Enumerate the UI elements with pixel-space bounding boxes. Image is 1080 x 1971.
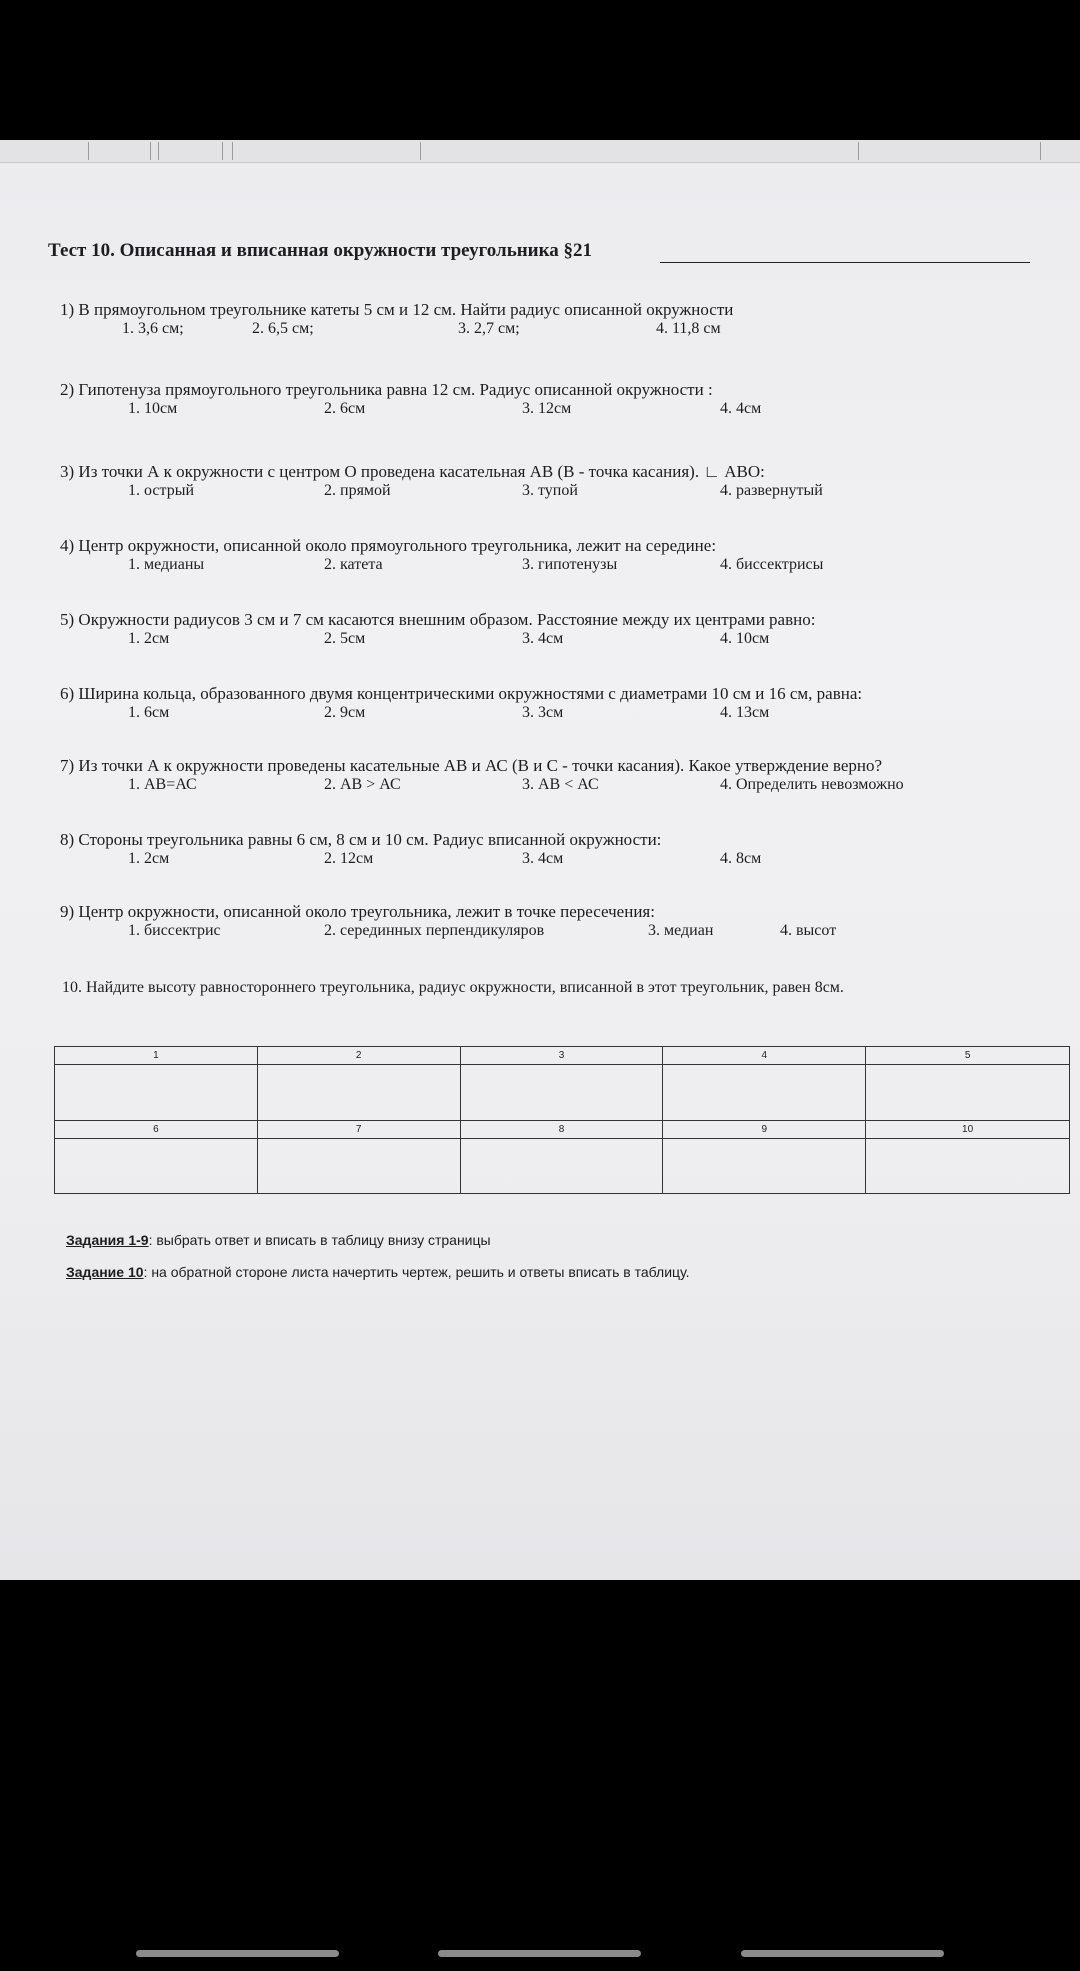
- answer-option: 1. 2см: [128, 850, 170, 867]
- question-text: 4) Центр окружности, описанной около прямоугольного треугольника, лежит на середине:: [60, 536, 717, 555]
- answer-option: 3. 4см: [522, 850, 564, 867]
- answer-option: 3. тупой: [522, 482, 578, 499]
- nav-bar-left[interactable]: [136, 1950, 339, 1957]
- answer-option: 3. гипотенузы: [522, 556, 618, 573]
- nav-bar-center[interactable]: [438, 1950, 641, 1957]
- question-1: [60, 300, 1060, 340]
- answer-option: 4. биссектрисы: [720, 556, 824, 573]
- answer-option: 4. 4см: [720, 400, 762, 417]
- answer-cell[interactable]: [866, 1139, 1069, 1193]
- instruction-label: Задания 1-9: [66, 1232, 149, 1248]
- answer-option: 1. медианы: [128, 556, 205, 573]
- answer-option: 3. 2,7 см;: [458, 320, 520, 337]
- instruction-text: : на обратной стороне листа начертить чертеж, решить и ответы вписать в таблицу.: [143, 1264, 690, 1280]
- question-text: 2) Гипотенуза прямоугольного треугольника равна 12 см. Радиус описанной окружности :: [60, 380, 713, 399]
- answer-option: 1. острый: [128, 482, 194, 499]
- answer-option: 1. 3,6 см;: [122, 320, 184, 337]
- question-text: 9) Центр окружности, описанной около треугольника, лежит в точке пересечения:: [60, 902, 655, 921]
- question-text: 5) Окружности радиусов 3 см и 7 см касаются внешним образом. Расстояние между их центрами равно:: [60, 610, 816, 629]
- question-text: 8) Стороны треугольника равны 6 см, 8 см и 10 см. Радиус вписанной окружности:: [60, 830, 662, 849]
- instruction-10: [66, 1264, 690, 1280]
- answer-option: 2. 12см: [324, 850, 374, 867]
- answer-option: 4. 10см: [720, 630, 770, 647]
- answer-option: 1. 10см: [128, 400, 178, 417]
- name-blank-line: [660, 262, 1030, 263]
- question-text: 7) Из точки А к окружности проведены касательные АВ и АС (В и С - точки касания). Какое утверждение верно?: [60, 756, 883, 775]
- question-text: 3) Из точки А к окружности с центром О проведена касательная АВ (В - точка касания). ∟ АВО:: [60, 462, 765, 481]
- answer-table-header: 7: [258, 1121, 461, 1139]
- answer-option: 2. 6,5 см;: [252, 320, 314, 337]
- answer-option: 1. 6см: [128, 704, 170, 721]
- question-6: [60, 684, 1060, 724]
- answer-table-header: 2: [258, 1047, 461, 1065]
- answer-option: 3. 12см: [522, 400, 572, 417]
- question-10: 10. Найдите высоту равностороннего треугольника, радиус окружности, вписанной в этот треугольник, равен 8см.: [62, 979, 844, 996]
- paper-top-strip: [0, 140, 1080, 163]
- answer-option: 4. 8см: [720, 850, 762, 867]
- question-text: 1) В прямоугольном треугольнике катеты 5 см и 12 см. Найти радиус описанной окружности: [60, 300, 734, 319]
- answer-cell[interactable]: [866, 1065, 1069, 1121]
- answer-table: [54, 1046, 1070, 1194]
- question-4: [60, 536, 1060, 576]
- instruction-1-9: [66, 1232, 491, 1248]
- test-title-row: [48, 240, 1038, 270]
- test-title: Тест 10. Описанная и вписанная окружности треугольника §21: [48, 240, 593, 261]
- answer-cell[interactable]: [663, 1065, 866, 1121]
- answer-option: 1. 2см: [128, 630, 170, 647]
- answer-option: 2. 6см: [324, 400, 366, 417]
- answer-option: 4. высот: [780, 922, 837, 939]
- question-8: [60, 830, 1060, 870]
- answer-cell[interactable]: [258, 1065, 461, 1121]
- answer-option: 3. медиан: [648, 922, 714, 939]
- answer-cell[interactable]: [55, 1139, 258, 1193]
- answer-option: 4. развернутый: [720, 482, 823, 499]
- answer-option: 1. биссектрис: [128, 922, 221, 939]
- question-2: [60, 380, 1060, 420]
- question-5: [60, 610, 1060, 650]
- answer-table-header: 6: [55, 1121, 258, 1139]
- answer-option: 3. 4см: [522, 630, 564, 647]
- nav-bar-right[interactable]: [741, 1950, 944, 1957]
- answer-table-header: 5: [866, 1047, 1069, 1065]
- answer-option: 2. серединных перпендикуляров: [324, 922, 545, 939]
- answer-option: 2. прямой: [324, 482, 391, 499]
- answer-option: 4. 13см: [720, 704, 770, 721]
- answer-table-header: 1: [55, 1047, 258, 1065]
- answer-option: 2. 9см: [324, 704, 366, 721]
- question-text: 6) Ширина кольца, образованного двумя концентрическими окружностями с диаметрами 10 см и 16 см, равна:: [60, 684, 863, 703]
- answer-cell[interactable]: [461, 1065, 664, 1121]
- question-7: [60, 756, 1060, 796]
- answer-option: 2. АВ > АС: [324, 776, 401, 793]
- answer-option: 1. АВ=АС: [128, 776, 197, 793]
- question-9: [60, 902, 1060, 942]
- instruction-label: Задание 10: [66, 1264, 144, 1280]
- answer-option: 2. катета: [324, 556, 383, 573]
- answer-cell[interactable]: [461, 1139, 664, 1193]
- answer-cell[interactable]: [258, 1139, 461, 1193]
- answer-option: 3. АВ < АС: [522, 776, 599, 793]
- answer-table-header: 3: [461, 1047, 664, 1065]
- answer-table-header: 4: [663, 1047, 866, 1065]
- answer-cell[interactable]: [55, 1065, 258, 1121]
- answer-option: 4. Определить невозможно: [720, 776, 904, 793]
- answer-option: 4. 11,8 см: [656, 320, 721, 337]
- answer-table-header: 10: [866, 1121, 1069, 1139]
- worksheet-paper: [0, 140, 1080, 1580]
- answer-cell[interactable]: [663, 1139, 866, 1193]
- question-3: [60, 462, 1060, 502]
- answer-option: 3. 3см: [522, 704, 564, 721]
- answer-table-header: 8: [461, 1121, 664, 1139]
- answer-option: 2. 5см: [324, 630, 366, 647]
- instruction-text: : выбрать ответ и вписать в таблицу внизу страницы: [148, 1232, 491, 1248]
- answer-table-header: 9: [663, 1121, 866, 1139]
